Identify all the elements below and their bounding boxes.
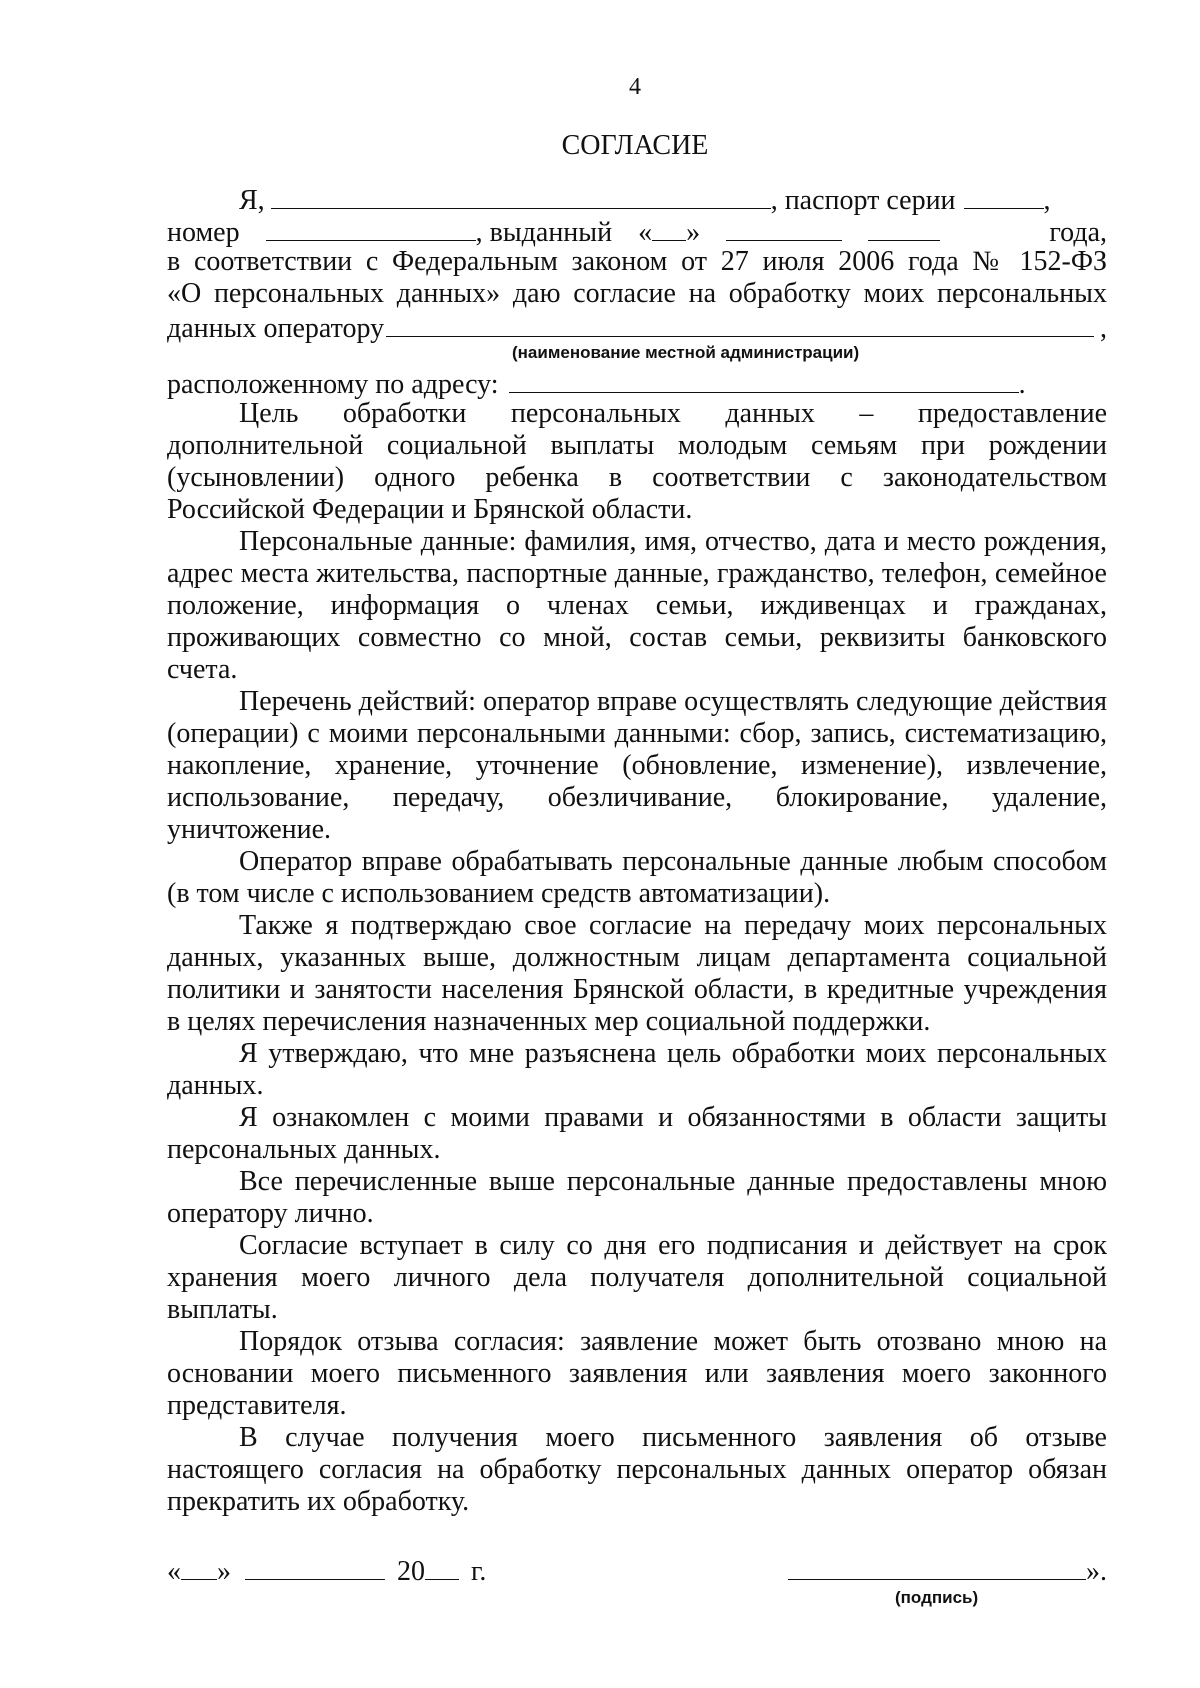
operator-hint [167,342,1107,366]
validity-paragraph: Согласие вступает в силу со дня его подписания и действует на срок хранения моего личного дела получателя дополнительной социальной выплаты. [167,1230,1107,1325]
address-line [167,366,1107,398]
signature-closing: ». [1086,1556,1107,1587]
operator-field[interactable] [386,310,1094,337]
signature-month-field[interactable] [245,1553,385,1580]
signature-field[interactable] [788,1553,1086,1580]
passport-series-field[interactable] [964,182,1044,209]
year-label: года, [1049,217,1107,248]
provided-personally-paragraph: Все перечисленные выше персональные данные предоставлены мною оператору лично. [167,1166,1107,1229]
processing-method-paragraph: Оператор вправе обрабатывать персональные данные любым способом (в том числе с использованием средств автоматизации). [167,846,1107,909]
name-line [167,182,1107,214]
transfer-consent-paragraph: Также я подтверждаю свое согласие на передачу моих персональных данных, указанных выше, должностным лицам департамента социальной политики и занятости населения Брянской области, в кредитные учреждения в целях перечисления назначенных мер социальной поддержки. [167,910,1107,1037]
date-quote-close: » [217,1556,231,1587]
personal-data-paragraph: Персональные данные: фамилия, имя, отчество, дата и место рождения, адрес места жительства, паспортные данные, гражданство, телефон, семейное положение, информация о членах семьи, иждивенцах и гражданах, проживающих совместно со мной, состав семьи, реквизиты банковского счета. [167,526,1107,685]
issue-month-field[interactable] [726,214,842,241]
i-label: Я, [239,185,265,216]
passport-series-label: , паспорт серии [770,185,956,216]
operator-label: данных оператору [167,313,385,344]
purpose-explained-paragraph: Я утверждаю, что мне разъяснена цель обработки моих персональных данных. [167,1038,1107,1101]
signature-year-field[interactable] [425,1553,459,1580]
address-field[interactable] [509,366,1019,393]
passport-number-line [167,214,1107,246]
operator-comma: , [1100,313,1107,344]
comma: , [1043,185,1051,216]
signature-row [167,1553,1107,1585]
termination-paragraph: В случае получения моего письменного заявления об отзыве настоящего согласия на обработку персональных данных оператор обязан прекратить их обработку. [167,1422,1107,1517]
address-period: . [1018,369,1026,400]
operator-line [167,310,1107,342]
passport-number-field[interactable] [266,214,476,241]
signature-line [167,1553,1107,1585]
document-title: СОГЛАСИЕ [561,130,709,161]
address-label: расположенному по адресу: [167,369,499,400]
full-name-field[interactable] [271,182,771,209]
issued-label: , выданный [475,217,613,248]
date-quote-open: « [167,1556,181,1587]
document-body [167,182,1107,1518]
signature-day-field[interactable] [181,1553,217,1580]
year-suffix: г. [471,1556,487,1587]
quote-close: » [686,217,701,248]
number-label: номер [167,217,240,248]
actions-paragraph: Перечень действий: оператор вправе осуществлять следующие действия (операции) с моими персональными данными: сбор, запись, систематизацию, накопление, хранение, уточнение (обновление, изменение), извлечение, использование, передачу, обезличивание, блокирование, удаление, уничтожение. [167,686,1107,845]
purpose-paragraph: Цель обработки персональных данных – предоставление дополнительной социальной выплаты молодым семьям при рождении (усыновлении) одного ребенка в соответствии с законодательством Российской Федерации и Брянской области. [167,398,1107,525]
quote-open: « [638,217,653,248]
issue-year-field[interactable] [868,214,940,241]
rights-paragraph: Я ознакомлен с моими правами и обязанностями в области защиты персональных данных. [167,1102,1107,1165]
operator-hint-text: (наименование местной администрации) [512,343,860,362]
signature-hint: (подпись) [895,1588,979,1607]
revocation-paragraph: Порядок отзыва согласия: заявление может быть отозвано мною на основании моего письменного заявления или заявления моего законного представителя. [167,1326,1107,1421]
consent-line: «О персональных данных» даю согласие на обработку моих персональных [167,278,1107,309]
issue-day-field[interactable] [652,214,686,241]
century-label: 20 [397,1556,425,1587]
page-number: 4 [629,74,641,100]
law-line: в соответствии с Федеральным законом от 27 июля 2006 года № 152-ФЗ [167,246,1107,277]
